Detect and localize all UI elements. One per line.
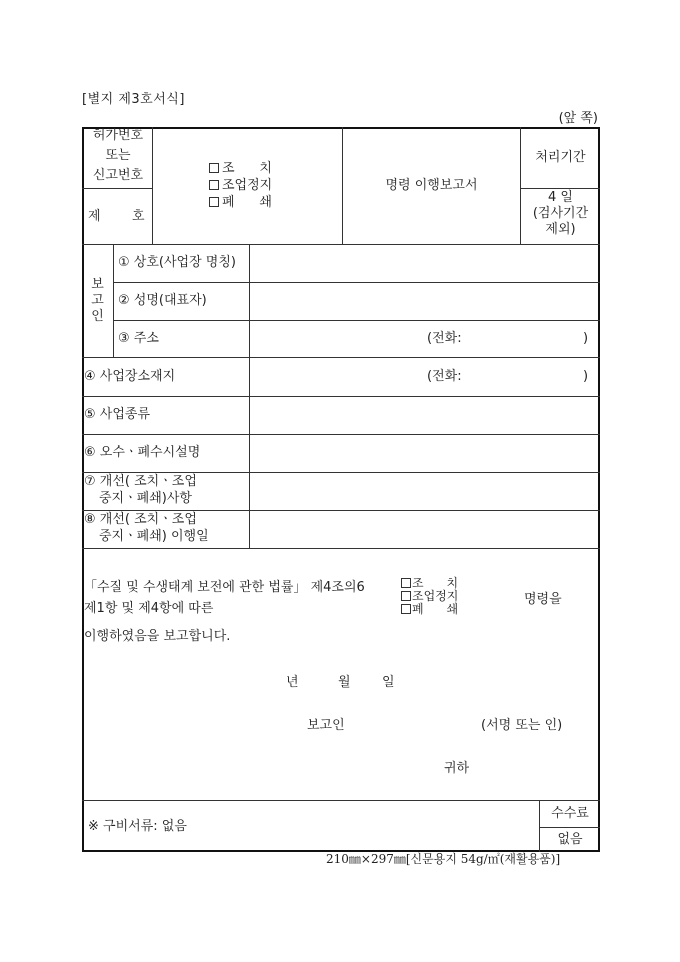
order-suffix: 명령을 — [524, 592, 562, 607]
site-phone-label: (전화: — [427, 369, 462, 384]
label-line: 중지ㆍ폐쇄)사항 — [99, 491, 192, 506]
divider — [113, 244, 114, 357]
form-number-label: [별지 제3호서식] — [82, 92, 185, 107]
site-location-field[interactable] — [250, 358, 598, 395]
statement-line1: 「수질 및 수생태계 보전에 관한 법률」 제4조의6 — [84, 580, 365, 595]
addressee-suffix: 귀하 — [444, 761, 470, 776]
option-label: 조 치 — [222, 161, 272, 176]
option-suspension[interactable] — [209, 177, 272, 194]
business-type-field[interactable] — [250, 397, 598, 433]
option-closure[interactable] — [401, 603, 458, 616]
address-phone-label: (전화: — [427, 331, 462, 346]
site-location-label: ④ 사업장소재지 — [84, 369, 176, 384]
option-measure[interactable] — [209, 160, 272, 177]
date-day: 일 — [382, 675, 395, 690]
option-label: 조 치 — [412, 576, 459, 590]
reporter-group-label — [82, 277, 113, 325]
checkbox-icon[interactable] — [401, 591, 411, 601]
statement-options — [401, 577, 458, 616]
period-note: 제외) — [545, 222, 576, 237]
required-documents-note: ※ 구비서류: 없음 — [88, 819, 187, 834]
measure-options — [209, 160, 272, 211]
option-closure[interactable] — [209, 194, 272, 211]
divider — [520, 188, 600, 189]
paper-spec: 210㎜×297㎜[신문용지 54g/㎡(재활용품)] — [326, 852, 561, 866]
reporter-signature-label: 보고인 — [307, 718, 345, 733]
divider — [82, 800, 600, 801]
business-type-label: ⑤ 사업종류 — [84, 407, 151, 422]
period-days: 4 일 — [548, 190, 573, 205]
business-name-field[interactable] — [250, 245, 598, 281]
checkbox-icon[interactable] — [401, 604, 411, 614]
divider — [152, 127, 153, 244]
checkbox-icon[interactable] — [209, 180, 219, 190]
site-phone-close: ) — [583, 369, 589, 384]
completion-date-label — [84, 511, 209, 545]
label-line: 허가번호 — [92, 128, 144, 143]
address-label: ③ 주소 — [118, 331, 159, 346]
option-label: 폐 쇄 — [412, 602, 459, 616]
label-line: ⑦ 개선( 조치ㆍ조업 — [84, 474, 197, 489]
address-phone-close: ) — [583, 331, 589, 346]
period-note: (검사기간 — [532, 206, 589, 221]
page-side-label: (앞 쪽) — [558, 111, 598, 126]
business-name-label: ① 상호(사업장 명칭) — [118, 255, 236, 270]
signature-hint: (서명 또는 인) — [481, 718, 563, 733]
processing-period-value — [521, 190, 600, 238]
checkbox-icon[interactable] — [401, 578, 411, 588]
facility-name-label: ⑥ 오수ㆍ폐수시설명 — [84, 445, 201, 460]
address-field[interactable] — [250, 321, 598, 356]
label-line: 또는 — [105, 148, 131, 163]
improvement-items-label — [84, 473, 197, 507]
statement-line2: 제1항 및 제4항에 따른 — [84, 601, 214, 616]
date-month: 월 — [338, 675, 351, 690]
representative-label: ② 성명(대표자) — [118, 293, 207, 308]
processing-period-label: 처리기간 — [535, 150, 586, 165]
completion-date-field[interactable] — [250, 511, 598, 547]
representative-field[interactable] — [250, 283, 598, 319]
label-line: ⑧ 개선( 조치ㆍ조업 — [84, 512, 197, 527]
checkbox-icon[interactable] — [209, 197, 219, 207]
divider — [82, 548, 600, 549]
number-prefix: 제 — [88, 209, 101, 224]
checkbox-icon[interactable] — [209, 163, 219, 173]
improvement-items-field[interactable] — [250, 473, 598, 509]
label-char: 인 — [91, 309, 104, 324]
label-char: 보 — [91, 277, 104, 292]
permit-number-label — [84, 127, 152, 184]
option-label: 폐 쇄 — [222, 195, 272, 210]
fee-label: 수수료 — [551, 806, 589, 821]
document-title: 명령 이행보고서 — [385, 178, 478, 193]
option-label: 조업정지 — [412, 589, 459, 603]
divider — [82, 188, 152, 189]
label-line: 신고번호 — [92, 168, 144, 183]
number-suffix: 호 — [132, 209, 145, 224]
fee-value: 없음 — [557, 832, 583, 847]
label-line: 중지ㆍ폐쇄) 이행일 — [99, 529, 209, 544]
divider — [539, 827, 600, 828]
label-char: 고 — [91, 293, 104, 308]
option-label: 조업정지 — [222, 178, 273, 193]
date-year: 년 — [286, 675, 299, 690]
facility-name-field[interactable] — [250, 435, 598, 471]
statement-line3: 이행하였음을 보고합니다. — [84, 629, 231, 644]
